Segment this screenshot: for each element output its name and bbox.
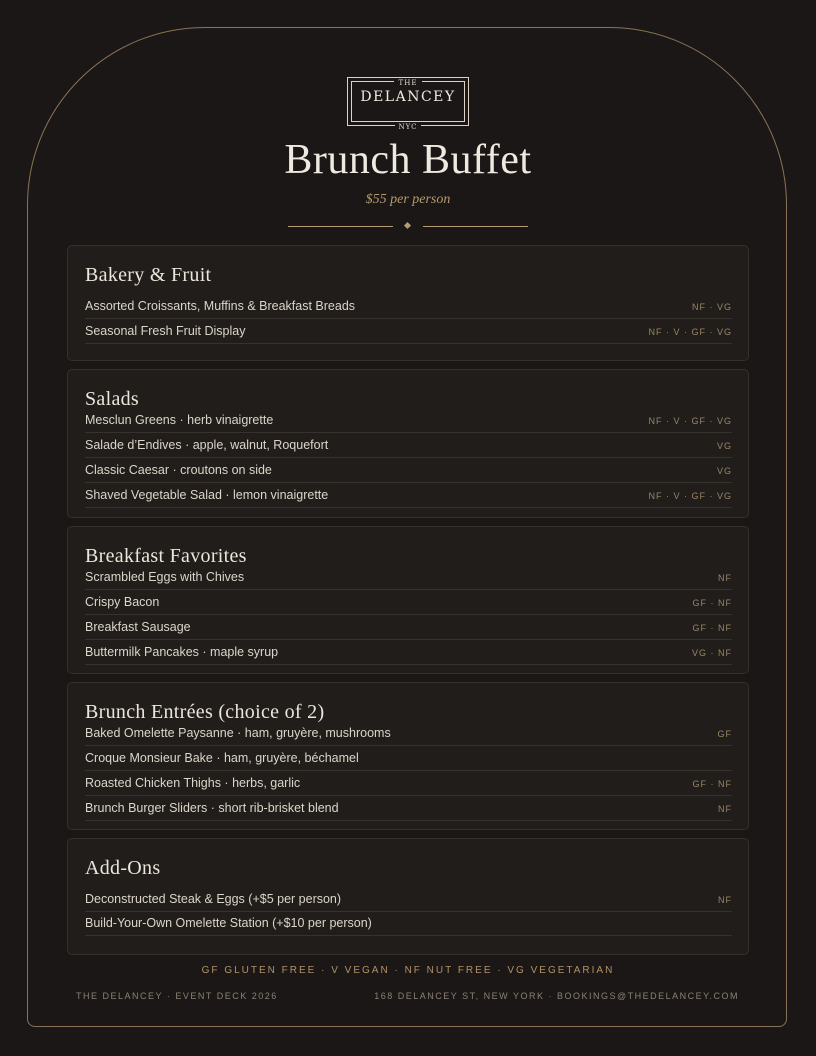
item-dietary-tags: VG · NF <box>692 648 732 658</box>
menu-price: $55 per person <box>365 192 451 207</box>
footer-right: 168 DELANCEY ST, NEW YORK · BOOKINGS@THEDELANCEY.COM <box>374 991 739 1001</box>
item-dietary-tags: NF · V · GF · VG <box>648 416 732 426</box>
logo-top-text: THE <box>394 79 422 87</box>
menu-item <box>85 458 732 483</box>
logo-name: DELANCEY <box>360 89 456 105</box>
item-dietary-tags: VG <box>716 466 732 476</box>
item-name: Seasonal Fresh Fruit Display <box>85 324 246 338</box>
item-dietary-tags: NF <box>718 895 732 905</box>
section-title: Breakfast Favorites <box>85 545 247 567</box>
item-name: Brunch Burger Sliders · short rib-brisket blend <box>85 801 339 815</box>
logo-bottom-text: NYC <box>395 123 421 131</box>
menu-title: Brunch Buffet <box>284 137 532 183</box>
menu-item <box>85 771 732 796</box>
menu-item <box>85 796 732 821</box>
section-brunch-entrees <box>67 682 749 830</box>
item-name: Crispy Bacon <box>85 595 160 609</box>
item-dietary-tags: GF · NF <box>692 598 732 608</box>
item-name: Build-Your-Own Omelette Station (+$10 per person) <box>85 916 372 930</box>
section-salads <box>67 369 749 518</box>
menu-item <box>85 319 732 344</box>
section-add-ons <box>67 838 749 955</box>
item-dietary-tags: NF · VG <box>692 302 732 312</box>
item-dietary-tags: GF · NF <box>692 623 732 633</box>
item-name: Breakfast Sausage <box>85 620 191 634</box>
dietary-legend: GF GLUTEN FREE · V VEGAN · NF NUT FREE · VG VEGETARIAN <box>201 965 615 976</box>
menu-item <box>85 615 732 640</box>
section-title: Salads <box>85 388 140 410</box>
section-title: Bakery & Fruit <box>85 264 212 286</box>
item-name: Deconstructed Steak & Eggs (+$5 per person) <box>85 892 342 906</box>
item-dietary-tags: VG <box>716 441 732 451</box>
item-name: Assorted Croissants, Muffins & Breakfast Breads <box>85 299 356 313</box>
footer-left: THE DELANCEY · EVENT DECK 2026 <box>76 991 278 1001</box>
item-dietary-tags: NF · V · GF · VG <box>648 491 732 501</box>
menu-item <box>85 294 732 319</box>
item-name: Croque Monsieur Bake · ham, gruyère, béchamel <box>85 751 359 765</box>
item-name: Scrambled Eggs with Chives <box>85 570 245 584</box>
item-name: Classic Caesar · croutons on side <box>85 463 272 477</box>
item-name: Baked Omelette Paysanne · ham, gruyère, mushrooms <box>85 726 391 740</box>
item-dietary-tags: GF · NF <box>692 779 732 789</box>
section-title: Brunch Entrées (choice of 2) <box>85 701 325 723</box>
title-divider-right <box>423 226 528 227</box>
item-name: Mesclun Greens · herb vinaigrette <box>85 413 274 427</box>
section-bakery-fruit <box>67 245 749 361</box>
menu-item <box>85 721 732 746</box>
item-name: Shaved Vegetable Salad · lemon vinaigrette <box>85 488 329 502</box>
title-divider-left <box>288 226 393 227</box>
item-dietary-tags: GF <box>717 729 732 739</box>
menu-item <box>85 590 732 615</box>
menu-item <box>85 640 732 665</box>
item-dietary-tags: NF <box>718 573 732 583</box>
menu-item <box>85 746 732 771</box>
item-name: Buttermilk Pancakes · maple syrup <box>85 645 279 659</box>
delancey-logo <box>347 77 469 131</box>
section-title: Add-Ons <box>85 857 161 879</box>
menu-item <box>85 911 732 936</box>
item-dietary-tags: NF · V · GF · VG <box>648 327 732 337</box>
menu-item <box>85 887 732 912</box>
menu-item <box>85 433 732 458</box>
item-name: Roasted Chicken Thighs · herbs, garlic <box>85 776 301 790</box>
menu-item <box>85 408 732 433</box>
menu-item <box>85 483 732 508</box>
item-name: Salade d’Endives · apple, walnut, Roquefort <box>85 438 329 452</box>
menu-item <box>85 565 732 590</box>
item-dietary-tags: NF <box>718 804 732 814</box>
section-breakfast-favorites <box>67 526 749 674</box>
